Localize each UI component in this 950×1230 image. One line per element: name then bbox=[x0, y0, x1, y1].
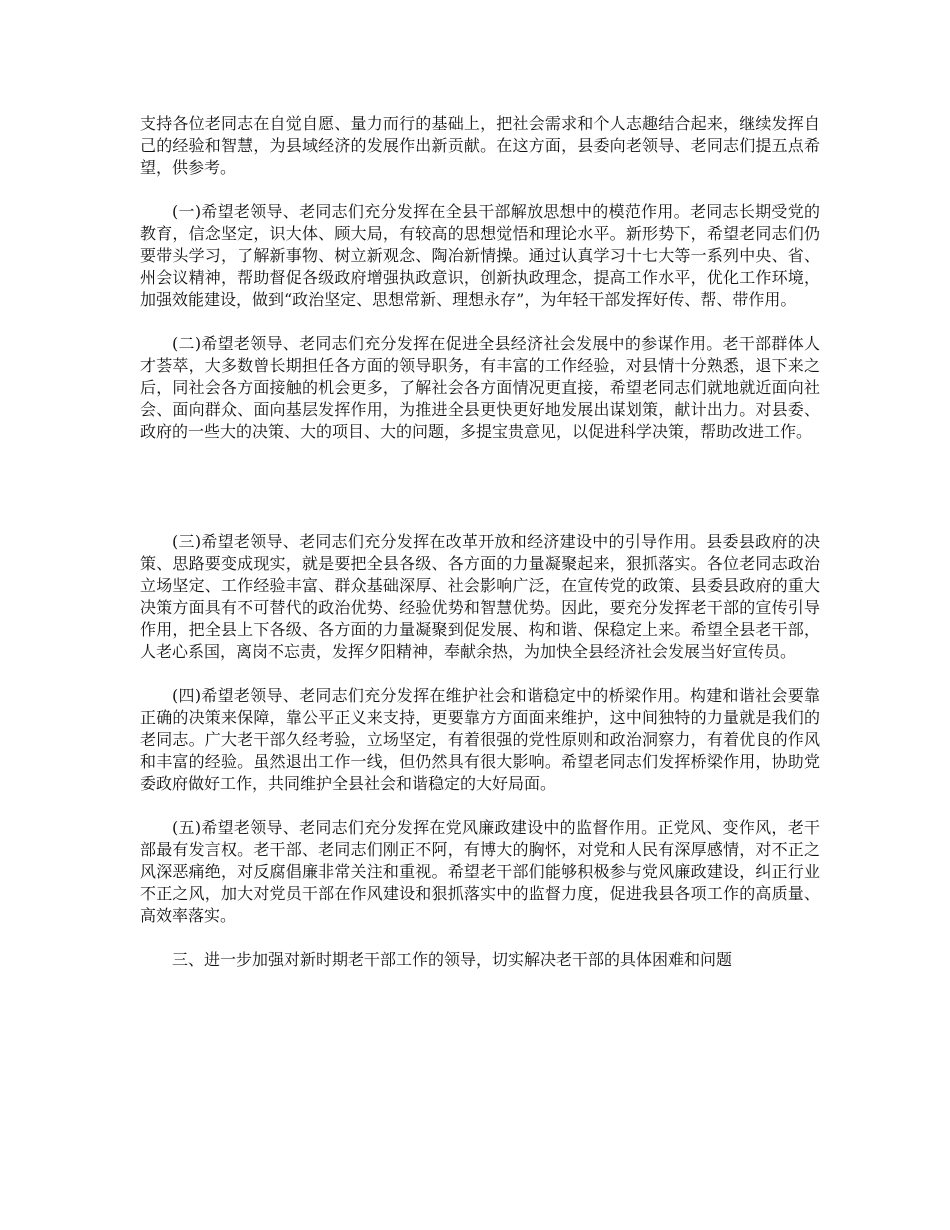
paragraph-hope-5: (五)希望老领导、老同志们充分发挥在党风廉政建设中的监督作用。正党风、变作风，老干部最有发言权。老干部、老同志们刚正不阿，有博大的胸怀，对党和人民有深厚感情，对不正之风深恶痛绝，对反腐倡廉非常关注和重视。希望老干部们能够积极参与党风廉政建设，纠正行业不正之风，加大对党员干部在作风建设和狠抓落实中的监督力度，促进我县各项工作的高质量、高效率落实。 bbox=[140, 818, 820, 925]
document-body bbox=[140, 113, 820, 993]
paragraph-hope-1: (一)希望老领导、老同志们充分发挥在全县干部解放思想中的模范作用。老同志长期受党的教育，信念坚定，识大体、顾大局，有较高的思想觉悟和理论水平。新形势下，希望老同志们仍要带头学习，了解新事物、树立新观念、陶冶新情操。通过认真学习十七大等一系列中央、省、州会议精神，帮助督促各级政府增强执政意识，创新执政理念，提高工作水平，优化工作环境，加强效能建设，做到“政治坚定、思想常新、理想永存”，为年轻干部发挥好传、帮、带作用。 bbox=[140, 202, 820, 309]
paragraph-hope-3: (三)希望老领导、老同志们充分发挥在改革开放和经济建设中的引导作用。县委县政府的决策、思路要变成现实，就是要把全县各级、各方面的力量凝聚起来，狠抓落实。各位老同志政治立场坚定、工作经验丰富、群众基础深厚、社会影响广泛，在宣传党的政策、县委县政府的重大决策方面具有不可替代的政治优势、经验优势和智慧优势。因此，要充分发挥老干部的宣传引导作用，把全县上下各级、各方面的力量凝聚到促发展、构和谐、保稳定上来。希望全县老干部，人老心系国，离岗不忘责，发挥夕阳精神，奉献余热，为加快全县经济社会发展当好宣传员。 bbox=[140, 532, 820, 661]
section-heading-3: 三、进一步加强对新时期老干部工作的领导，切实解决老干部的具体困难和问题 bbox=[172, 950, 733, 969]
page-gap bbox=[140, 465, 820, 531]
paragraph-hope-4: (四)希望老领导、老同志们充分发挥在维护社会和谐稳定中的桥梁作用。构建和谐社会要靠正确的决策来保障，靠公平正义来支持，更要靠方方面面来维护，这中间独特的力量就是我们的老同志。广大老干部久经考验，立场坚定，有着很强的党性原则和政治洞察力，有着优良的作风和丰富的经验。虽然退出工作一线，但仍然具有很大影响。希望老同志们发挥桥梁作用，协助党委政府做好工作，共同维护全县社会和谐稳定的大好局面。 bbox=[140, 686, 820, 793]
paragraph-intro-continuation: 支持各位老同志在自觉自愿、量力而行的基础上，把社会需求和个人志趣结合起来，继续发挥自己的经验和智慧，为县域经济的发展作出新贡献。在这方面，县委向老领导、老同志们提五点希望，供参考。 bbox=[140, 114, 820, 177]
paragraph-hope-2: (二)希望老领导、老同志们充分发挥在促进全县经济社会发展中的参谋作用。老干部群体人才荟萃，大多数曾长期担任各方面的领导职务，有丰富的工作经验，对县情十分熟悉，退下来之后，同社会各方面接触的机会更多，了解社会各方面情况更直接，希望老同志们就地就近面向社会、面向群众、面向基层发挥作用，为推进全县更快更好地发展出谋划策，献计出力。对县委、政府的一些大的决策、大的项目、大的问题，多提宝贵意见，以促进科学决策，帮助改进工作。 bbox=[140, 334, 820, 441]
